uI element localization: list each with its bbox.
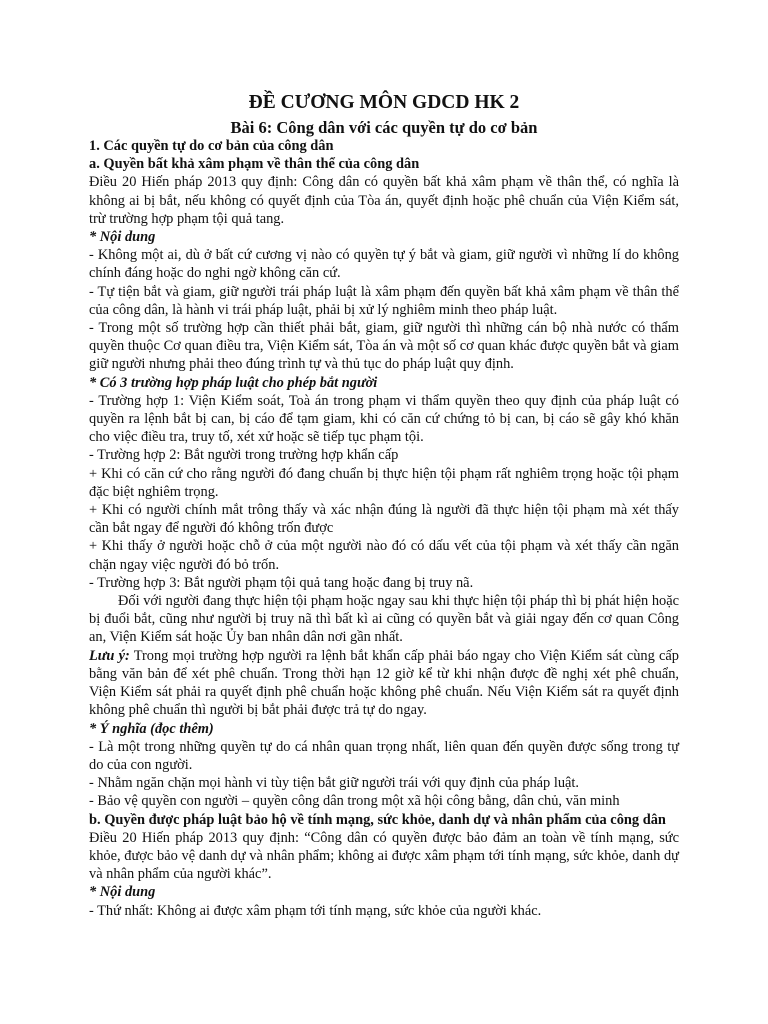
note-text: Trong mọi trường hợp người ra lệnh bắt khẩn cấp phải báo ngay cho Viện Kiểm sát cùng cấp bằng văn bản để xét phê chuẩn. Trong thời hạn 12 giờ kể từ khi nhận được đề nghị xét phê chuẩn, Viện Kiểm sát phải ra quyết định phê chuẩn hoặc không phê chuẩn. Nếu Viện Kiểm sát ra quyết định không phê chuẩn thì người bị bắt phải được trả tự do ngay.: [89, 647, 679, 719]
paragraph: - Thứ nhất: Không ai được xâm phạm tới tính mạng, sức khỏe của người khác.: [89, 902, 542, 919]
meaning-label: * Ý nghĩa (đọc thêm): [89, 720, 214, 737]
paragraph: Điều 20 Hiến pháp 2013 quy định: “Công dân có quyền được bảo đảm an toàn về tính mạng, sức khỏe, được bảo vệ danh dự và nhân phẩm; không ai được xâm phạm tới tính mạng, sức khỏe, danh dự và nhân phẩm của người khác”.: [89, 829, 679, 883]
lesson-title: Bài 6: Công dân với các quyền tự do cơ bản: [230, 118, 538, 137]
paragraph: - Không một ai, dù ở bất cứ cương vị nào có quyền tự ý bắt và giam, giữ người vì những lí do không chính đáng hoặc do nghi ngờ không căn cứ.: [89, 247, 679, 282]
paragraph: - Trong một số trường hợp cần thiết phải bắt, giam, giữ người thì những cán bộ nhà nước có thẩm quyền thuộc Cơ quan điều tra, Viện Kiểm sát, Tòa án và một số cơ quan khác được quyền bắt và giam giữ người nhưng phải theo đúng trình tự và thủ tục do pháp luật quy định.: [89, 320, 679, 373]
paragraph: + Khi có người chính mắt trông thấy và xác nhận đúng là người đã thực hiện tội phạm mà xét thấy cần bắt ngay để người đó không trốn được: [89, 502, 679, 537]
paragraph: - Trường hợp 1: Viện Kiểm soát, Toà án trong phạm vi thẩm quyền theo quy định của pháp luật có quyền ra lệnh bắt bị can, bị cáo để tạm giam, khi có căn cứ chứng tỏ bị can, bị cáo sẽ gây khó khăn cho việc điều tra, truy tố, xét xử hoặc sẽ tiếp tục phạm tội.: [89, 392, 679, 446]
paragraph: - Trường hợp 2: Bắt người trong trường hợp khẩn cấp: [89, 447, 399, 464]
paragraph: - Trường hợp 3: Bắt người phạm tội quả tang hoặc đang bị truy nã.: [89, 574, 474, 591]
paragraph: Đối với người đang thực hiện tội phạm hoặc ngay sau khi thực hiện tội pháp thì bị phát hiện hoặc bị đuổi bắt, cũng như người bị truy nã thì bất kì ai cũng có quyền bắt và giải ngay đến cơ quan Công an, Viện Kiểm sát hoặc Ủy ban nhân dân nơi gần nhất.: [89, 593, 679, 646]
subsection-heading-b: b. Quyền được pháp luật bảo hộ về tính mạng, sức khỏe, danh dự và nhân phẩm của công dân: [89, 811, 666, 828]
paragraph: Điều 20 Hiến pháp 2013 quy định: Công dân có quyền bất khả xâm phạm về thân thể, có nghĩa là không ai bị bắt, nếu không có quyết định của Tòa án, quyết định hoặc phê chuẩn của Viện Kiểm sát, trừ trường hợp phạm tội quả tang.: [89, 174, 679, 227]
paragraph: - Bảo vệ quyền con người – quyền công dân trong một xã hội công bằng, dân chủ, văn minh: [89, 793, 620, 810]
paragraph: + Khi có căn cứ cho rằng người đó đang chuẩn bị thực hiện tội phạm rất nghiêm trọng hoặc tội phạm đặc biệt nghiêm trọng.: [89, 465, 679, 500]
paragraph: - Là một trong những quyền tự do cá nhân quan trọng nhất, liên quan đến quyền được sống trong tự do của con người.: [89, 738, 679, 773]
document-title: ĐỀ CƯƠNG MÔN GDCD HK 2: [248, 92, 520, 113]
note-paragraph: [89, 647, 679, 720]
cases-label: * Có 3 trường hợp pháp luật cho phép bắt người: [89, 374, 378, 391]
note-label: Lưu ý:: [89, 647, 130, 664]
subsection-heading-a: a. Quyền bất khả xâm phạm về thân thể của công dân: [89, 156, 420, 173]
paragraph: - Tự tiện bắt và giam, giữ người trái pháp luật là xâm phạm đến quyền bất khả xâm phạm về thân thể của công dân, là hành vi trái pháp luật, phải bị xử lý nghiêm minh theo pháp luật.: [89, 283, 679, 318]
paragraph: + Khi thấy ở người hoặc chỗ ở của một người nào đó có dấu vết của tội phạm và xét thấy cần ngăn chặn ngay việc người đó bỏ trốn.: [89, 538, 679, 573]
content-label: * Nội dung: [89, 884, 156, 901]
content-label: * Nội dung: [89, 229, 156, 246]
paragraph: - Nhằm ngăn chặn mọi hành vi tùy tiện bắt giữ người trái với quy định của pháp luật.: [89, 775, 580, 792]
section-heading-1: 1. Các quyền tự do cơ bản của công dân: [89, 138, 334, 154]
